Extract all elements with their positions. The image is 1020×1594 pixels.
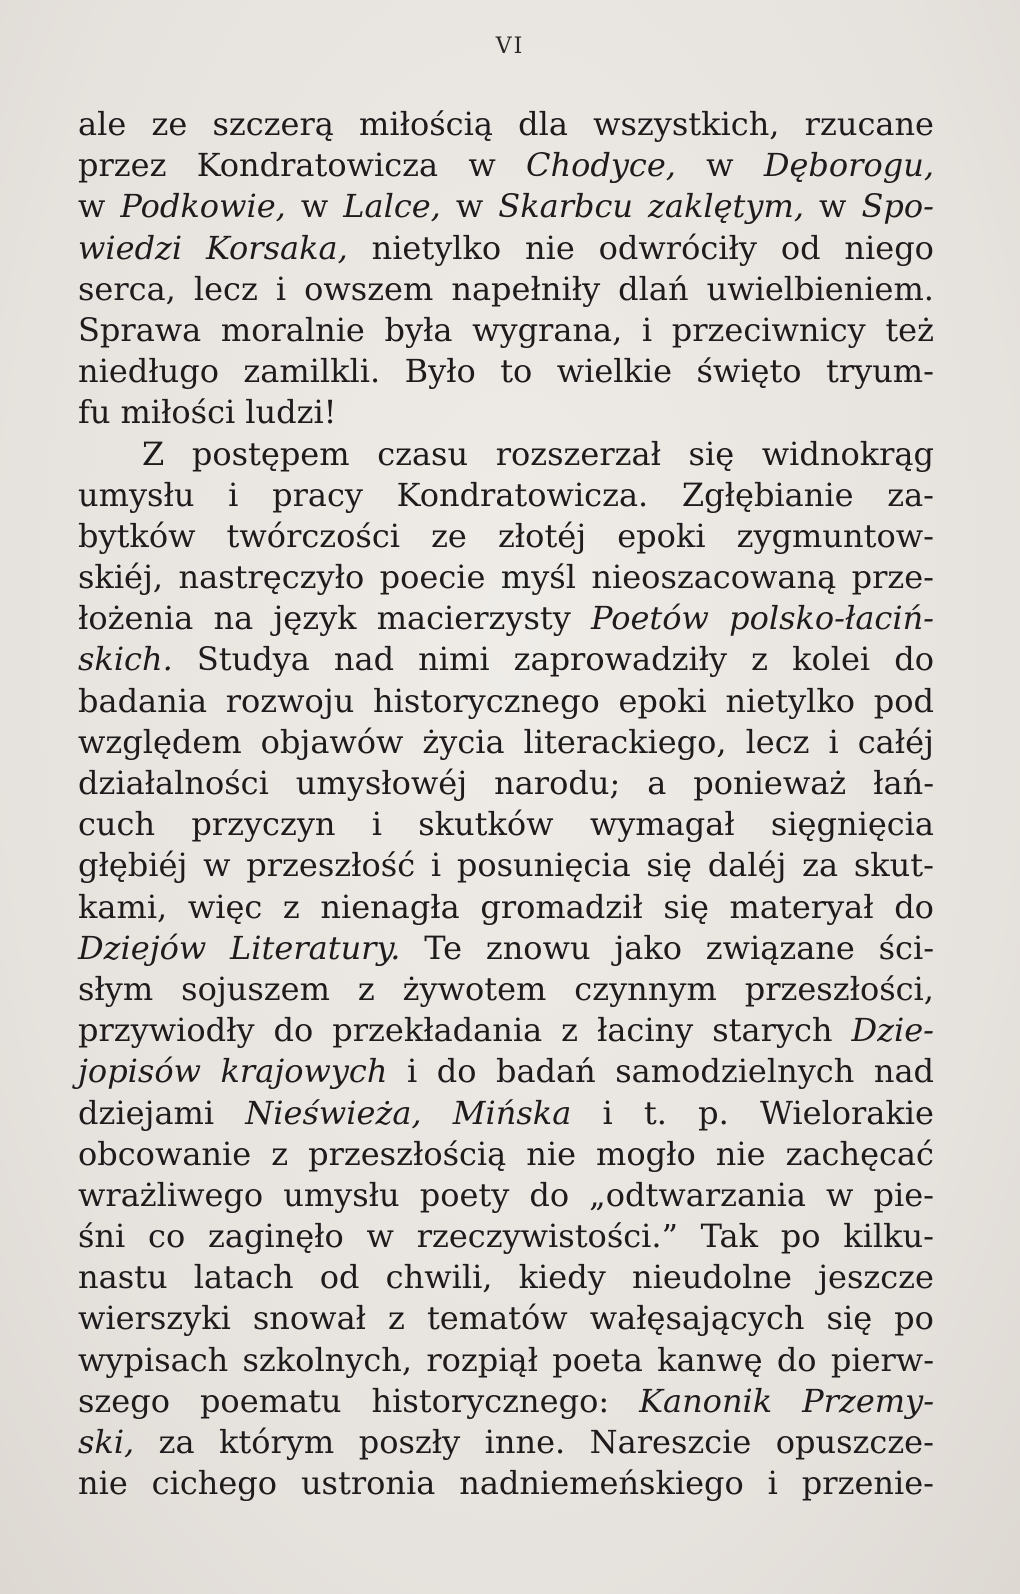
word: wymagał (589, 805, 735, 844)
text-line (78, 639, 934, 680)
text-line (78, 1463, 934, 1504)
italic-word: Korsaka, (205, 228, 348, 267)
word: nastu (78, 1258, 168, 1297)
word: za- (887, 475, 934, 514)
word: Sprawa (78, 310, 202, 349)
word: gromadził (480, 887, 643, 926)
body-text (78, 104, 934, 1504)
word: kolei (792, 640, 871, 679)
word: i (641, 310, 653, 349)
word: skutków (418, 805, 554, 844)
word: wielkie (556, 352, 673, 391)
word: dlań (618, 269, 689, 308)
italic-word: Podkowie, (120, 187, 286, 226)
word: ze (151, 105, 188, 143)
word: narodu; (494, 764, 621, 802)
word: Kondratowicza (196, 146, 439, 185)
word: z (282, 887, 300, 926)
italic-word: zaklętym, (648, 187, 804, 226)
word: życia (422, 722, 505, 761)
text-line (78, 557, 934, 598)
word: badania (78, 681, 208, 720)
word: w (455, 187, 484, 226)
word: badań (495, 1052, 596, 1091)
word: nie (526, 1134, 577, 1173)
word: w (203, 846, 231, 885)
word: była (384, 310, 453, 349)
italic-word: skich. (78, 640, 173, 679)
italic-word: Dzie- (851, 1011, 934, 1050)
word: kilku- (843, 1217, 934, 1256)
word: pod (873, 681, 934, 720)
italic-word: krajowych (220, 1052, 388, 1091)
word: fu (78, 393, 111, 432)
word: i (602, 1093, 613, 1132)
word: za (158, 1423, 195, 1461)
text-line (78, 928, 934, 969)
text-line (78, 1298, 934, 1339)
word: łożenia (78, 599, 194, 638)
word: nie (525, 228, 575, 267)
word: w (826, 1175, 854, 1214)
word: więc (187, 887, 263, 926)
word: kiedy (518, 1258, 606, 1297)
word: nie (715, 1134, 766, 1173)
word: niedługo (78, 352, 219, 391)
word: w (300, 187, 329, 226)
word: tryum- (825, 352, 934, 391)
word: historycznego: (371, 1381, 610, 1420)
word: ustronia (300, 1464, 436, 1503)
italic-word: ski, (78, 1423, 135, 1461)
word: wygrana, (472, 310, 623, 349)
word: moralnie (220, 310, 365, 349)
word: prze- (851, 558, 934, 597)
italic-word: Skarbcu (498, 187, 633, 226)
text-line (78, 351, 934, 392)
text-line (78, 1175, 934, 1216)
italic-word: Przemy- (802, 1381, 934, 1420)
word: i (430, 846, 442, 885)
word: macierzysty (376, 599, 571, 638)
word: zamilkli. (243, 352, 381, 391)
word: w (706, 146, 734, 185)
text-line (78, 763, 934, 804)
italic-word: Mińska (452, 1093, 572, 1132)
text-line (78, 887, 934, 928)
text-line (78, 681, 934, 722)
word: pie- (873, 1175, 934, 1214)
word: i (828, 722, 839, 761)
word: śni (78, 1217, 126, 1256)
word: umysłu (283, 1175, 400, 1214)
word: miłości (120, 393, 236, 432)
word: głębiéj (78, 846, 188, 885)
text-line (78, 1010, 934, 1051)
word: nietylko (371, 228, 502, 267)
word: od (780, 228, 821, 267)
word: tematów (426, 1299, 568, 1338)
word: za (802, 846, 839, 885)
word: szego (78, 1381, 170, 1420)
word: lecz (193, 269, 258, 308)
italic-word: Kanonik (639, 1381, 773, 1420)
word: snował (252, 1299, 367, 1338)
word: Zgłębianie (681, 475, 854, 514)
italic-word: wiedzi (78, 228, 183, 267)
word: miłością (359, 105, 493, 143)
word: Nareszcie (589, 1423, 752, 1461)
word: starych (712, 1011, 833, 1050)
word: pierw- (830, 1340, 934, 1379)
word: epoki (617, 516, 706, 555)
word: z (388, 1299, 405, 1338)
word: umysłowéj (295, 764, 468, 802)
text-line (78, 145, 934, 186)
word: historycznego (372, 681, 600, 720)
word: literackiego, (523, 722, 727, 761)
word: dziejami (78, 1093, 215, 1132)
word: nietylko (725, 681, 856, 720)
text-line (78, 722, 934, 763)
word: wierszyki (78, 1299, 231, 1338)
word: widnokrąg (761, 434, 934, 473)
word: też (885, 310, 934, 349)
italic-word: Nieświeża, (245, 1093, 422, 1132)
text-line (78, 845, 934, 886)
word: do (776, 1340, 817, 1379)
word: po (894, 1299, 934, 1338)
word: postępem (191, 434, 350, 473)
word: nie (78, 1464, 128, 1503)
word: przyczyn (191, 805, 336, 844)
word: chwili, (385, 1258, 493, 1297)
word: nad (873, 1052, 934, 1091)
word: to (500, 352, 533, 391)
word: p. (698, 1093, 729, 1132)
word: związane (705, 928, 855, 967)
word: do (436, 1052, 477, 1091)
text-line (78, 1051, 934, 1092)
word: zaprowadziły (513, 640, 728, 679)
italic-word: Dziejów (78, 928, 207, 967)
text-line (78, 1340, 934, 1381)
word: złotéj (497, 516, 587, 555)
word: dla (518, 105, 568, 143)
word: myśl (500, 558, 576, 597)
word: zachęcać (785, 1134, 934, 1173)
word: pracy (272, 475, 363, 514)
text-line (78, 1093, 934, 1134)
word: wszystkich, (593, 105, 780, 143)
word: daléj (707, 846, 787, 885)
italic-word: polsko-łaciń- (729, 599, 934, 638)
word: nieudolne (631, 1258, 792, 1297)
word: szczerą (212, 105, 334, 143)
word: owszem (304, 269, 434, 308)
word: nadniemeńskiego (459, 1464, 744, 1503)
text-line (78, 516, 934, 557)
word: bytków (78, 516, 196, 555)
word: i (275, 269, 287, 308)
word: przez (78, 146, 167, 185)
word: Było (404, 352, 476, 391)
word: sojuszem (181, 969, 330, 1008)
word: inne. (484, 1423, 566, 1461)
word: łaciny (596, 1011, 694, 1050)
word: epoki (618, 681, 707, 720)
italic-word: Lalce, (343, 187, 441, 226)
word: do (273, 1011, 314, 1050)
word: ale (78, 105, 127, 143)
word: przekładania (332, 1011, 543, 1050)
word: poety (419, 1175, 510, 1214)
text-line (78, 1134, 934, 1175)
word: kami, (78, 887, 168, 926)
text-line (78, 804, 934, 845)
word: sięgnięcia (770, 805, 934, 844)
word: z (357, 969, 375, 1008)
word: do (529, 1175, 570, 1214)
word: skiéj, (78, 558, 164, 597)
italic-word: Spo- (861, 187, 934, 226)
text-line (78, 269, 934, 310)
word: przenie- (801, 1464, 934, 1503)
word: język (273, 599, 357, 638)
word: mogło (596, 1134, 696, 1173)
word: się (826, 1299, 873, 1338)
text-line (78, 104, 934, 145)
word: jako (614, 928, 682, 967)
word: cuch (78, 805, 156, 844)
word: serca, (78, 269, 176, 308)
text-line (78, 392, 934, 433)
word: ści- (878, 928, 934, 967)
word: z (561, 1011, 578, 1050)
word: nienagła (320, 887, 460, 926)
word: rozpiął (426, 1340, 538, 1379)
word: Z (142, 434, 165, 473)
text-line (78, 228, 934, 269)
word: samodzielnych (615, 1052, 855, 1091)
word: całéj (857, 722, 934, 761)
word: rozszerzał (495, 434, 661, 473)
word: Wielorakie (760, 1093, 934, 1132)
word: twórczości (226, 516, 400, 555)
word: w (366, 1217, 394, 1256)
word: działalności (78, 764, 269, 802)
word: kanwę (657, 1340, 763, 1379)
word: skut- (853, 846, 934, 885)
word: czynnym (574, 969, 717, 1008)
word: materyał (729, 887, 874, 926)
word: Studya (196, 640, 310, 679)
word: przeszłość (246, 846, 416, 885)
word: nastręczyło (178, 558, 365, 597)
text-line (78, 186, 934, 227)
word: w (819, 187, 847, 226)
word: szkolnych, (242, 1340, 413, 1379)
text-line (78, 598, 934, 639)
word: w (468, 146, 496, 185)
text-line (78, 310, 934, 351)
word: ludzi! (245, 393, 337, 432)
word: z (751, 640, 769, 679)
word: rzucane (804, 105, 934, 143)
word: wypisach (78, 1340, 229, 1379)
text-line (78, 969, 934, 1010)
word: rozwoju (225, 681, 355, 720)
word: żywotem (402, 969, 547, 1008)
word: „odtwarzania (589, 1175, 806, 1214)
word: lecz (745, 722, 810, 761)
word: umysłu (78, 475, 195, 514)
word: względem (78, 722, 242, 761)
word: wrażliwego (78, 1175, 264, 1214)
word: ze (431, 516, 467, 555)
word: poecie (379, 558, 486, 597)
word: cichego (151, 1464, 278, 1503)
word: rzeczywistości.” (416, 1217, 678, 1256)
word: Kondratowicza. (396, 475, 649, 514)
italic-word: jopisów (78, 1052, 201, 1091)
italic-word: Chodyce, (525, 146, 676, 185)
word: w (78, 187, 106, 226)
word: przeciwnicy (671, 310, 866, 349)
word: t. (643, 1093, 667, 1132)
text-line (78, 434, 934, 475)
word: zygmuntow- (736, 516, 934, 555)
word: niego (844, 228, 934, 267)
word: poematu (199, 1381, 342, 1420)
word: przeszłości, (744, 969, 934, 1008)
word: przeszłością (308, 1134, 507, 1173)
word: obcowanie (78, 1134, 252, 1173)
word: i (228, 475, 239, 514)
text-line (78, 1422, 934, 1463)
word: zaginęło (207, 1217, 344, 1256)
word: odwróciły (598, 228, 757, 267)
word: Te (424, 928, 463, 967)
word: z (271, 1134, 289, 1173)
word: i (371, 805, 382, 844)
word: którym (219, 1423, 335, 1461)
word: nad (333, 640, 395, 679)
word: łań- (873, 764, 934, 802)
word: co (148, 1217, 186, 1256)
word: latach (193, 1258, 294, 1297)
word: uwielbieniem. (706, 269, 934, 308)
page-number: VI (495, 34, 525, 59)
text-line (78, 1381, 934, 1422)
word: nimi (418, 640, 490, 679)
italic-word: Poetów (590, 599, 709, 638)
word: czasu (377, 434, 469, 473)
word: na (213, 599, 254, 638)
word: od (319, 1258, 360, 1297)
word: słym (78, 969, 154, 1008)
word: a (647, 764, 667, 802)
word: przywiodły (78, 1011, 255, 1050)
word: Tak (700, 1217, 758, 1256)
word: i (767, 1464, 778, 1503)
word: znowu (485, 928, 591, 967)
word: i (406, 1052, 418, 1091)
text-line (78, 1216, 934, 1257)
word: ponieważ (693, 764, 847, 802)
word: napełniły (451, 269, 601, 308)
text-line (78, 1257, 934, 1298)
word: objawów (260, 722, 404, 761)
word: święto (696, 352, 802, 391)
word: wałęsających (589, 1299, 805, 1338)
word: poeta (552, 1340, 643, 1379)
word: się (688, 434, 735, 473)
word: do (894, 640, 934, 679)
word: nieoszacowaną (591, 558, 837, 597)
italic-word: Literatury. (230, 928, 401, 967)
italic-word: Dęborogu, (763, 146, 934, 185)
word: posunięcia (456, 846, 631, 885)
word: się (646, 846, 692, 885)
word: się (663, 887, 709, 926)
text-line (78, 475, 934, 516)
word: jeszcze (818, 1258, 934, 1297)
word: po (780, 1217, 821, 1256)
word: opuszcze- (775, 1423, 934, 1461)
word: do (894, 887, 934, 926)
word: poszły (358, 1423, 461, 1461)
